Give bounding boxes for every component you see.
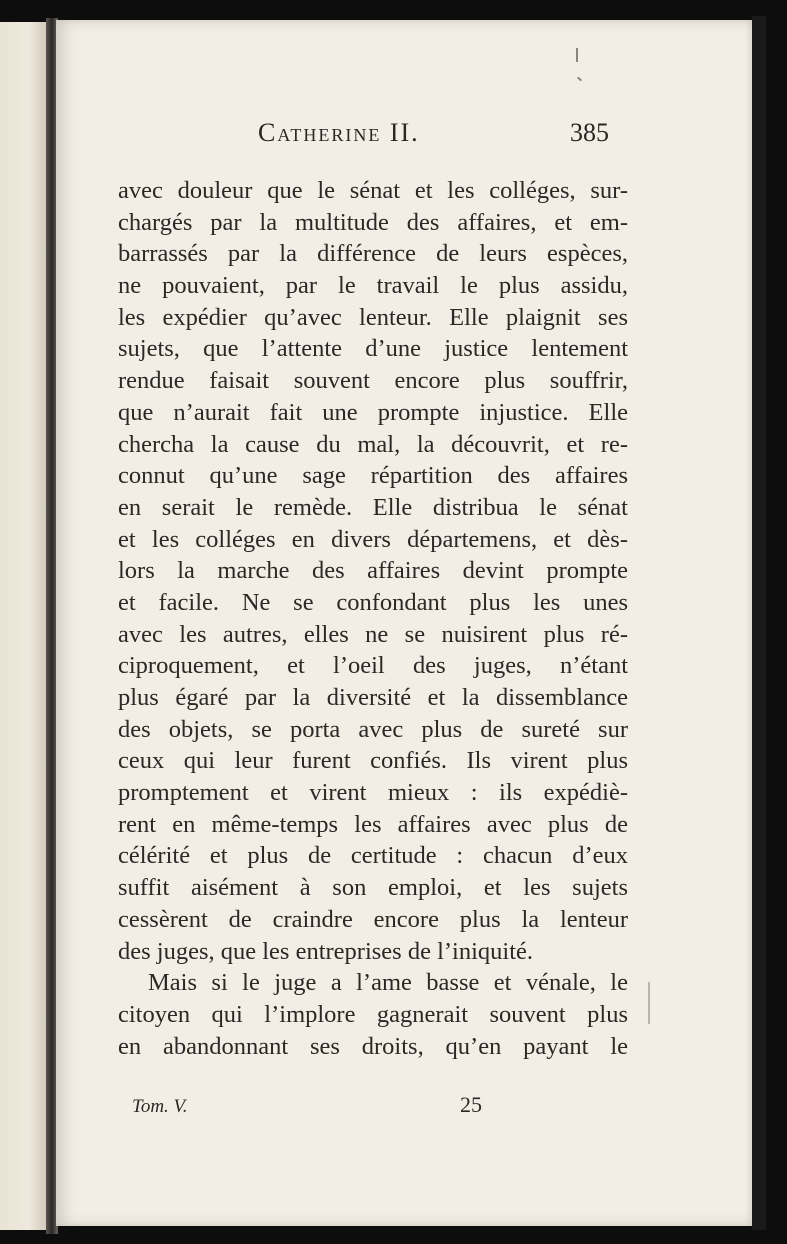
text-line: sujets, que l’attente d’une justice lentement (118, 335, 628, 363)
text-line: barrassés par la différence de leurs espèces, (118, 240, 628, 268)
text-line: rent en même-temps les affaires avec plus de (118, 810, 628, 838)
text-line: en abandonnant ses droits, qu’en payant le (118, 1032, 628, 1060)
text-line: ne pouvaient, par le travail le plus assidu, (118, 272, 628, 300)
paragraph-end-line: des juges, que les entreprises de l’iniquité. (118, 937, 534, 965)
text-line: chercha la cause du mal, la découvrit, et re- (118, 430, 628, 458)
book-page (56, 20, 752, 1226)
text-line: que n’aurait fait une prompte injustice. Elle (118, 398, 628, 426)
page-number: 385 (570, 118, 609, 147)
text-line: citoyen qui l’implore gagnerait souvent plus (118, 1000, 628, 1028)
page-header (56, 118, 752, 158)
text-line: et les colléges en divers départemens, et dès- (118, 525, 628, 553)
text-line: promptement et virent mieux : ils expédiè- (118, 779, 628, 807)
margin-speck (577, 77, 582, 82)
text-line: des objets, se porta avec plus de sureté sur (118, 715, 628, 743)
text-line: avec douleur que le sénat et les colléges, sur- (118, 177, 628, 204)
text-line: célérité et plus de certitude : chacun d’eux (118, 842, 628, 870)
margin-speck (648, 982, 650, 1024)
text-line: plus égaré par la diversité et la dissemblance (118, 684, 628, 711)
running-title: Catherine II. (258, 118, 420, 147)
text-line: les expédier qu’avec lenteur. Elle plaignit ses (118, 303, 628, 331)
text-line: en serait le remède. Elle distribua le sénat (118, 493, 628, 521)
body-text (118, 175, 628, 1062)
text-line: ciproquement, et l’oeil des juges, n’étant (118, 652, 628, 680)
text-line: connut qu’une sage répartition des affaires (118, 462, 628, 490)
text-line: avec les autres, elles ne se nuisirent plus ré- (118, 620, 628, 648)
text-line: chargés par la multitude des affaires, et em- (118, 208, 628, 236)
paragraph-start-line: Mais si le juge a l’ame basse et vénale, le (148, 969, 628, 997)
text-line: lors la marche des affaires devint prompte (118, 557, 628, 585)
text-line: rendue faisait souvent encore plus souffrir, (118, 367, 628, 395)
text-line: ceux qui leur furent confiés. Ils virent plus (118, 747, 628, 775)
text-line: cessèrent de craindre encore plus la lenteur (118, 905, 628, 933)
page-edge-shadow (752, 16, 766, 1230)
signature-mark: 25 (460, 1092, 482, 1117)
text-line: suffit aisément à son emploi, et les sujets (118, 874, 628, 902)
page-footer (56, 1092, 752, 1130)
volume-mark: Tom. V. (132, 1096, 188, 1117)
text-line: et facile. Ne se confondant plus les unes (118, 588, 628, 616)
margin-speck (576, 48, 578, 62)
previous-page-edge (0, 22, 48, 1230)
